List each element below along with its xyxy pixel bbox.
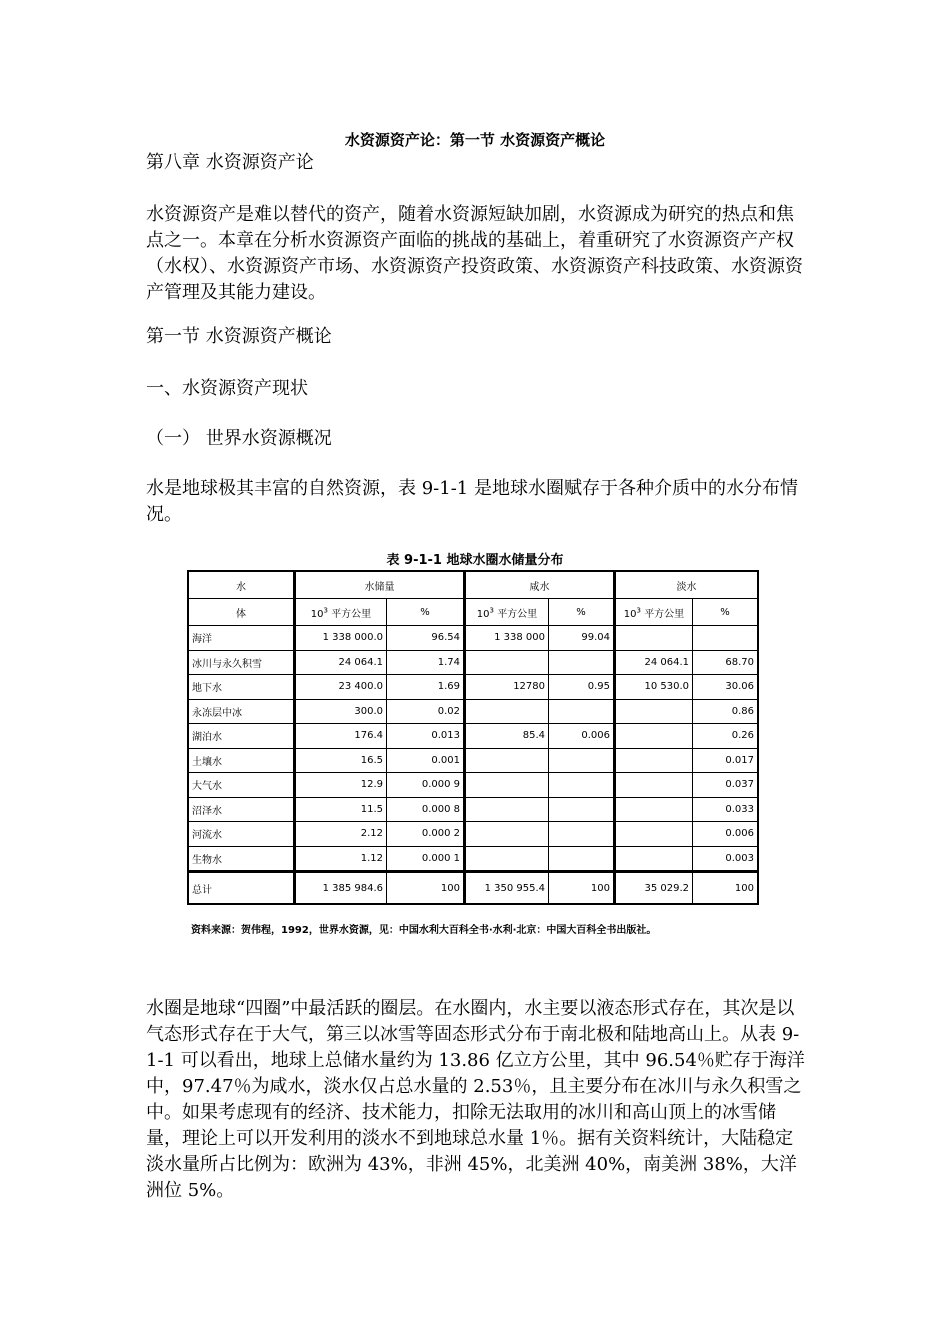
freshwater-volume: 10 530.0: [615, 675, 693, 700]
saltwater-percent: 0.006: [549, 724, 615, 749]
table-row: [188, 748, 758, 773]
table-row: [188, 626, 758, 651]
row-name: 地下水: [188, 675, 295, 700]
saltwater-percent: [549, 773, 615, 798]
header-total-storage: 水储量: [295, 571, 465, 599]
saltwater-percent: 0.95: [549, 675, 615, 700]
intro-paragraph: 水资源资产是难以替代的资产，随着水资源短缺加剧，水资源成为研究的热点和焦点之一。本章在分析水资源资产面临的挑战的基础上，着重研究了水资源资产产权（水权）、水资源资产市场、水资源资产投资政策、水资源资产科技政策、水资源资产管理及其能力建设。: [146, 204, 803, 303]
storage-percent: 0.000 9: [387, 773, 465, 798]
freshwater-percent: 68.70: [693, 650, 759, 675]
storage-volume: 23 400.0: [295, 675, 387, 700]
row-name: 海洋: [188, 626, 295, 651]
row-name: 湖泊水: [188, 724, 295, 749]
header-freshwater: 淡水: [615, 571, 759, 599]
table-row: [188, 822, 758, 847]
storage-volume: 24 064.1: [295, 650, 387, 675]
row-name: 永冻层中冰: [188, 699, 295, 724]
table-row: [188, 797, 758, 822]
freshwater-percent: 0.003: [693, 846, 759, 872]
row-name: 冰川与永久积雪: [188, 650, 295, 675]
saltwater-percent: 99.04: [549, 626, 615, 651]
summary-paragraph: 水圈是地球“四圈”中最活跃的圈层。在水圈内，水主要以液态形式存在，其次是以气态形式存在于大气，第三以冰雪等固态形式分布于南北极和陆地高山上。从表 9-1-1 可以看出，地球上总储水量约为 13.86 亿立方公里，其中 96.54％贮存于海洋中，97.47％为咸水，淡水仅占总水量的 2.53％，且主要分布在冰川与永久积雪之中。如果考虑现有的经济、技术能力，扣除无法取用的冰川和高山顶上的冰雪储量，理论上可以开发利用的淡水不到地球总水量 1％。据有关资料统计，大陆稳定淡水量所占比例为：欧洲为 43%，非洲 45%，北美洲 40%，南美洲 38%，大洋洲位 5%。: [146, 998, 805, 1201]
storage-volume: 300.0: [295, 699, 387, 724]
freshwater-volume: [615, 822, 693, 847]
table-row: [188, 846, 758, 872]
header-body-char: 体: [188, 599, 295, 626]
saltwater-percent: [549, 797, 615, 822]
header-percent: %: [693, 599, 759, 626]
freshwater-percent: 30.06: [693, 675, 759, 700]
freshwater-volume: [615, 626, 693, 651]
total-saltwater-volume: 1 350 955.4: [465, 872, 549, 905]
total-saltwater-percent: 100: [549, 872, 615, 905]
freshwater-volume: [615, 699, 693, 724]
total-freshwater-percent: 100: [693, 872, 759, 905]
saltwater-volume: [465, 797, 549, 822]
table-source-note: 资料来源：贺伟程，1992，世界水资源，见：中国水利大百科全书·水利·北京：中国大百科全书出版社。: [191, 925, 657, 936]
storage-volume: 12.9: [295, 773, 387, 798]
freshwater-percent: 0.033: [693, 797, 759, 822]
saltwater-percent: [549, 699, 615, 724]
table-row: [188, 724, 758, 749]
row-name: 生物水: [188, 846, 295, 872]
chapter-heading: 第八章 水资源资产论: [146, 152, 314, 173]
saltwater-volume: 85.4: [465, 724, 549, 749]
storage-percent: 0.013: [387, 724, 465, 749]
storage-percent: 0.000 1: [387, 846, 465, 872]
storage-percent: 0.001: [387, 748, 465, 773]
header-water-char: 水: [188, 571, 295, 599]
freshwater-volume: [615, 773, 693, 798]
total-freshwater-volume: 35 029.2: [615, 872, 693, 905]
freshwater-percent: 0.26: [693, 724, 759, 749]
saltwater-percent: [549, 748, 615, 773]
total-label: 总计: [188, 872, 295, 905]
saltwater-volume: [465, 822, 549, 847]
water-storage-table: [187, 570, 759, 905]
subsubsection-heading: （一） 世界水资源概况: [146, 428, 332, 449]
header-area-unit: $10^3$ 平方公里: [295, 599, 387, 626]
freshwater-percent: 0.86: [693, 699, 759, 724]
freshwater-volume: [615, 724, 693, 749]
saltwater-volume: [465, 846, 549, 872]
table-row: [188, 675, 758, 700]
row-name: 大气水: [188, 773, 295, 798]
row-name: 河流水: [188, 822, 295, 847]
freshwater-percent: [693, 626, 759, 651]
header-area-unit: $10^3$ 平方公里: [615, 599, 693, 626]
storage-volume: 11.5: [295, 797, 387, 822]
saltwater-percent: [549, 650, 615, 675]
saltwater-percent: [549, 822, 615, 847]
row-name: 土壤水: [188, 748, 295, 773]
row-name: 沼泽水: [188, 797, 295, 822]
saltwater-volume: 1 338 000: [465, 626, 549, 651]
header-area-unit: $10^3$ 平方公里: [465, 599, 549, 626]
storage-percent: 0.02: [387, 699, 465, 724]
table-row: [188, 773, 758, 798]
storage-percent: 1.69: [387, 675, 465, 700]
storage-volume: 16.5: [295, 748, 387, 773]
header-percent: %: [549, 599, 615, 626]
storage-volume: 2.12: [295, 822, 387, 847]
saltwater-volume: 12780: [465, 675, 549, 700]
freshwater-percent: 0.006: [693, 822, 759, 847]
freshwater-volume: [615, 748, 693, 773]
page-title: 水资源资产论：第一节 水资源资产概论: [344, 131, 606, 149]
table-total-row: [188, 872, 758, 905]
freshwater-volume: 24 064.1: [615, 650, 693, 675]
table-row: [188, 650, 758, 675]
subsection-heading: 一、水资源资产现状: [146, 378, 308, 399]
saltwater-volume: [465, 773, 549, 798]
saltwater-volume: [465, 650, 549, 675]
saltwater-volume: [465, 748, 549, 773]
storage-volume: 1 338 000.0: [295, 626, 387, 651]
header-saltwater: 咸水: [465, 571, 615, 599]
storage-volume: 176.4: [295, 724, 387, 749]
storage-percent: 0.000 8: [387, 797, 465, 822]
storage-percent: 0.000 2: [387, 822, 465, 847]
freshwater-percent: 0.037: [693, 773, 759, 798]
total-storage-volume: 1 385 984.6: [295, 872, 387, 905]
freshwater-volume: [615, 846, 693, 872]
saltwater-volume: [465, 699, 549, 724]
table-intro-paragraph: 水是地球极其丰富的自然资源，表 9-1-1 是地球水圈赋存于各种介质中的水分布情况。: [146, 478, 798, 525]
section-heading: 第一节 水资源资产概论: [146, 326, 332, 347]
total-storage-percent: 100: [387, 872, 465, 905]
storage-volume: 1.12: [295, 846, 387, 872]
table-row: [188, 699, 758, 724]
storage-percent: 1.74: [387, 650, 465, 675]
table-caption: 表 9-1-1 地球水圈水储量分布: [386, 553, 564, 568]
saltwater-percent: [549, 846, 615, 872]
storage-percent: 96.54: [387, 626, 465, 651]
header-percent: %: [387, 599, 465, 626]
freshwater-percent: 0.017: [693, 748, 759, 773]
freshwater-volume: [615, 797, 693, 822]
